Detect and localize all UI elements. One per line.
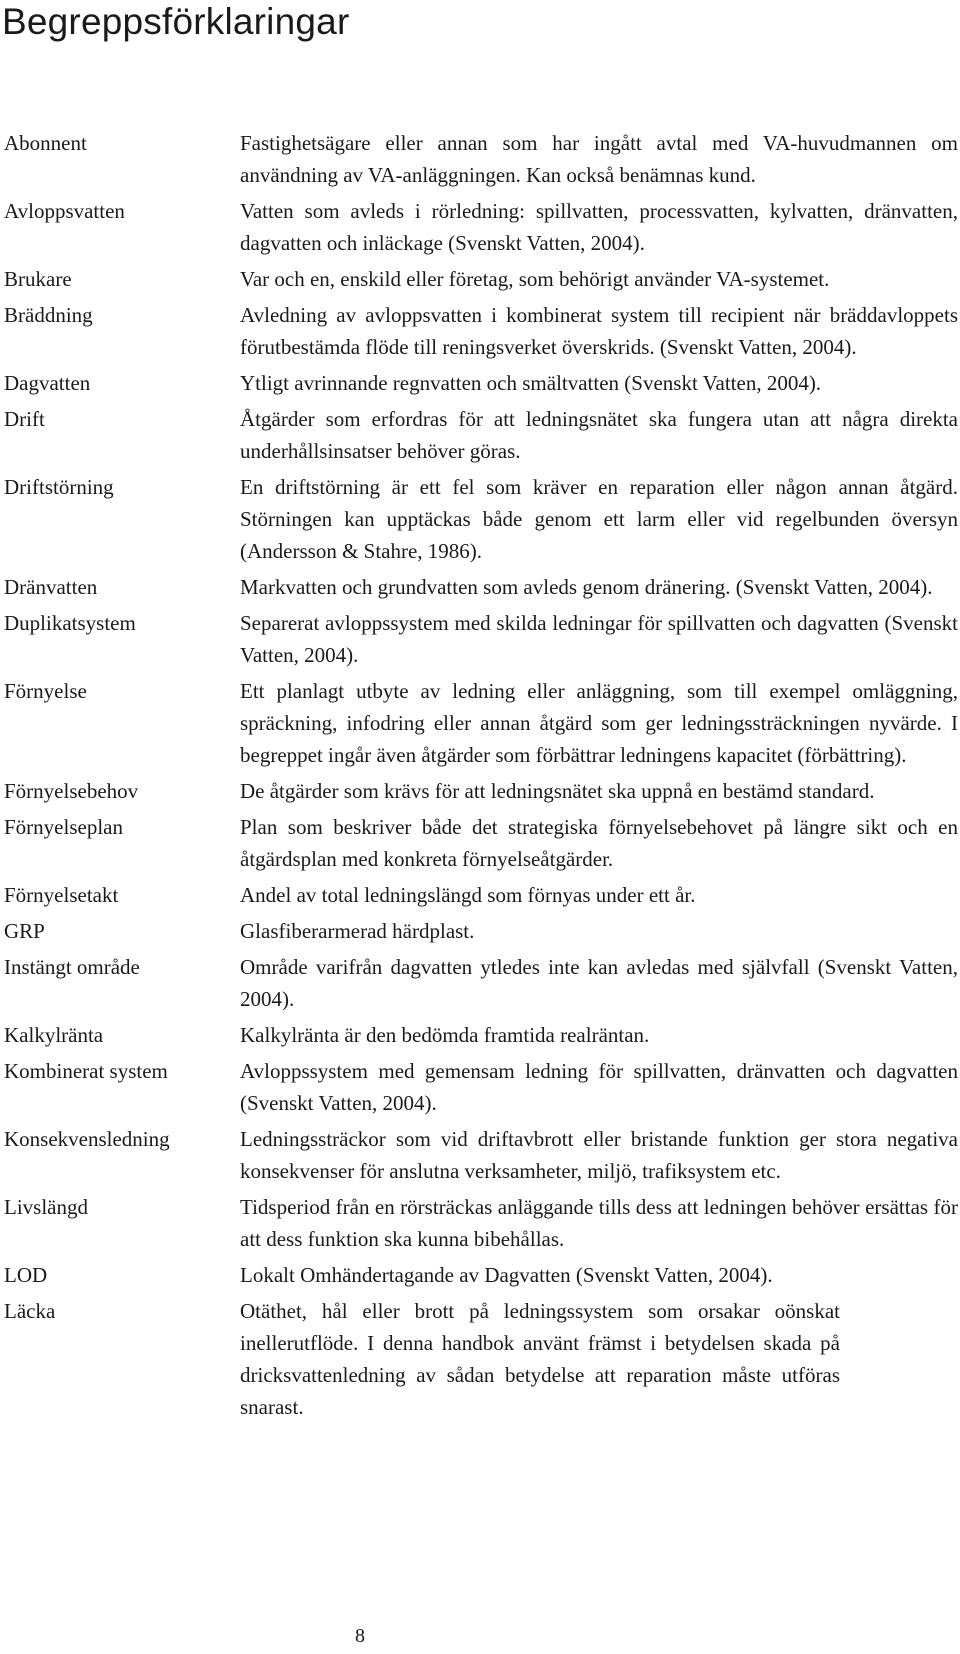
- glossary-term: Abonnent: [4, 131, 87, 155]
- glossary-entry: [0, 263, 960, 295]
- glossary-entry: [0, 915, 960, 947]
- glossary-definition: Åtgärder som erfordras för att ledningsnätet ska fungera utan att några direkta underhållsinsatser behöver göras.: [240, 407, 958, 463]
- glossary-term: GRP: [4, 919, 45, 943]
- glossary-definition: En driftstörning är ett fel som kräver en reparation eller någon annan åtgärd. Störningen kan upptäckas både genom ett larm eller vid regelbunden översyn (Andersson & Stahre, 1986).: [240, 475, 958, 563]
- glossary-entry: [0, 1259, 960, 1291]
- glossary-term: Läcka: [4, 1299, 56, 1323]
- glossary-entry: [0, 811, 960, 875]
- glossary-term: Brukare: [4, 267, 72, 291]
- glossary-definition: Avledning av avloppsvatten i kombinerat system till recipient när bräddavloppets förutbestämda flöde till reningsverket överskrids. (Svenskt Vatten, 2004).: [240, 303, 958, 359]
- glossary-entry: [0, 607, 960, 671]
- glossary-entry: [0, 571, 960, 603]
- glossary-term: Avloppsvatten: [4, 199, 125, 223]
- glossary-definition: Glasfiberarmerad härdplast.: [240, 919, 475, 943]
- glossary-definition: Vatten som avleds i rörledning: spillvatten, processvatten, kylvatten, dränvatten, dagvatten och inläckage (Svenskt Vatten, 2004).: [240, 199, 958, 255]
- glossary-definition: Område varifrån dagvatten ytledes inte kan avledas med självfall (Svenskt Vatten, 2004).: [240, 955, 958, 1011]
- glossary-term: Livslängd: [4, 1195, 88, 1219]
- glossary-definition: Separerat avloppssystem med skilda ledningar för spillvatten och dagvatten (Svenskt Vatten, 2004).: [240, 611, 958, 667]
- glossary-term: Bräddning: [4, 303, 93, 327]
- glossary-entry: [0, 1055, 960, 1119]
- glossary-term: Instängt område: [4, 955, 140, 979]
- glossary-term: Dagvatten: [4, 371, 91, 395]
- glossary-definition: Ett planlagt utbyte av ledning eller anläggning, som till exempel omläggning, spräckning, infodring eller annan åtgärd som ger ledningssträckningen nyvärde. I begreppet ingår även åtgärder som förbättrar ledningens kapacitet (förbättring).: [240, 679, 958, 767]
- glossary-entry: [0, 299, 960, 363]
- glossary-definition: Avloppssystem med gemensam ledning för spillvatten, dränvatten och dagvatten (Svenskt Vatten, 2004).: [240, 1059, 958, 1115]
- glossary-definition: Fastighetsägare eller annan som har ingått avtal med VA-huvudmannen om användning av VA-anläggningen. Kan också benämnas kund.: [240, 131, 958, 187]
- glossary-entry: [0, 775, 960, 807]
- glossary-entry: [0, 127, 960, 191]
- glossary-definition: De åtgärder som krävs för att ledningsnätet ska uppnå en bestämd standard.: [240, 779, 875, 803]
- glossary-entry: [0, 195, 960, 259]
- glossary-term: Kalkylränta: [4, 1023, 104, 1047]
- glossary-definition: Otäthet, hål eller brott på ledningssystem som orsakar oönskat inellerutflöde. I denna handbok använt främst i betydelsen skada på dricksvattenledning av sådan betydelse att reparation måste utföras snarast.: [240, 1299, 840, 1419]
- glossary-entry: [0, 403, 960, 467]
- glossary-term: Konsekvensledning: [4, 1127, 170, 1151]
- glossary-term: Kombinerat system: [4, 1059, 168, 1083]
- glossary-term: Drift: [4, 407, 45, 431]
- glossary-term: Dränvatten: [4, 575, 98, 599]
- glossary-term: Förnyelse: [4, 679, 87, 703]
- glossary-entry: [0, 1191, 960, 1255]
- page-title: Begreppsförklaringar: [2, 1, 350, 42]
- glossary-definition: Andel av total ledningslängd som förnyas under ett år.: [240, 883, 696, 907]
- glossary-definition: Markvatten och grundvatten som avleds genom dränering. (Svenskt Vatten, 2004).: [240, 575, 933, 599]
- glossary-definition: Lokalt Omhändertagande av Dagvatten (Svenskt Vatten, 2004).: [240, 1263, 773, 1287]
- glossary-definition: Var och en, enskild eller företag, som behörigt använder VA-systemet.: [240, 267, 830, 291]
- glossary-entry: [0, 879, 960, 911]
- glossary-entry: [0, 1123, 960, 1187]
- glossary-entry: [0, 675, 960, 771]
- glossary-entry: [0, 951, 960, 1015]
- glossary-list: [0, 127, 960, 1423]
- glossary-term: Driftstörning: [4, 475, 114, 499]
- glossary-term: Förnyelseplan: [4, 815, 123, 839]
- glossary-term: Duplikatsystem: [4, 611, 136, 635]
- glossary-definition: Ytligt avrinnande regnvatten och smältvatten (Svenskt Vatten, 2004).: [240, 371, 822, 395]
- glossary-entry: [0, 1295, 960, 1423]
- glossary-entry: [0, 471, 960, 567]
- glossary-definition: Ledningssträckor som vid driftavbrott eller bristande funktion ger stora negativa konsekvenser för anslutna verksamheter, miljö, trafiksystem etc.: [240, 1127, 958, 1183]
- glossary-entry: [0, 1019, 960, 1051]
- glossary-term: LOD: [4, 1263, 48, 1287]
- glossary-term: Förnyelsetakt: [4, 883, 119, 907]
- page-number: 8: [355, 1625, 365, 1647]
- glossary-definition: Kalkylränta är den bedömda framtida realräntan.: [240, 1023, 650, 1047]
- glossary-term: Förnyelsebehov: [4, 779, 139, 803]
- glossary-entry: [0, 367, 960, 399]
- glossary-definition: Plan som beskriver både det strategiska förnyelsebehovet på längre sikt och en åtgärdsplan med konkreta förnyelseåtgärder.: [240, 815, 958, 871]
- glossary-definition: Tidsperiod från en rörsträckas anläggande tills dess att ledningen behöver ersättas för att dess funktion ska kunna bibehållas.: [240, 1195, 958, 1251]
